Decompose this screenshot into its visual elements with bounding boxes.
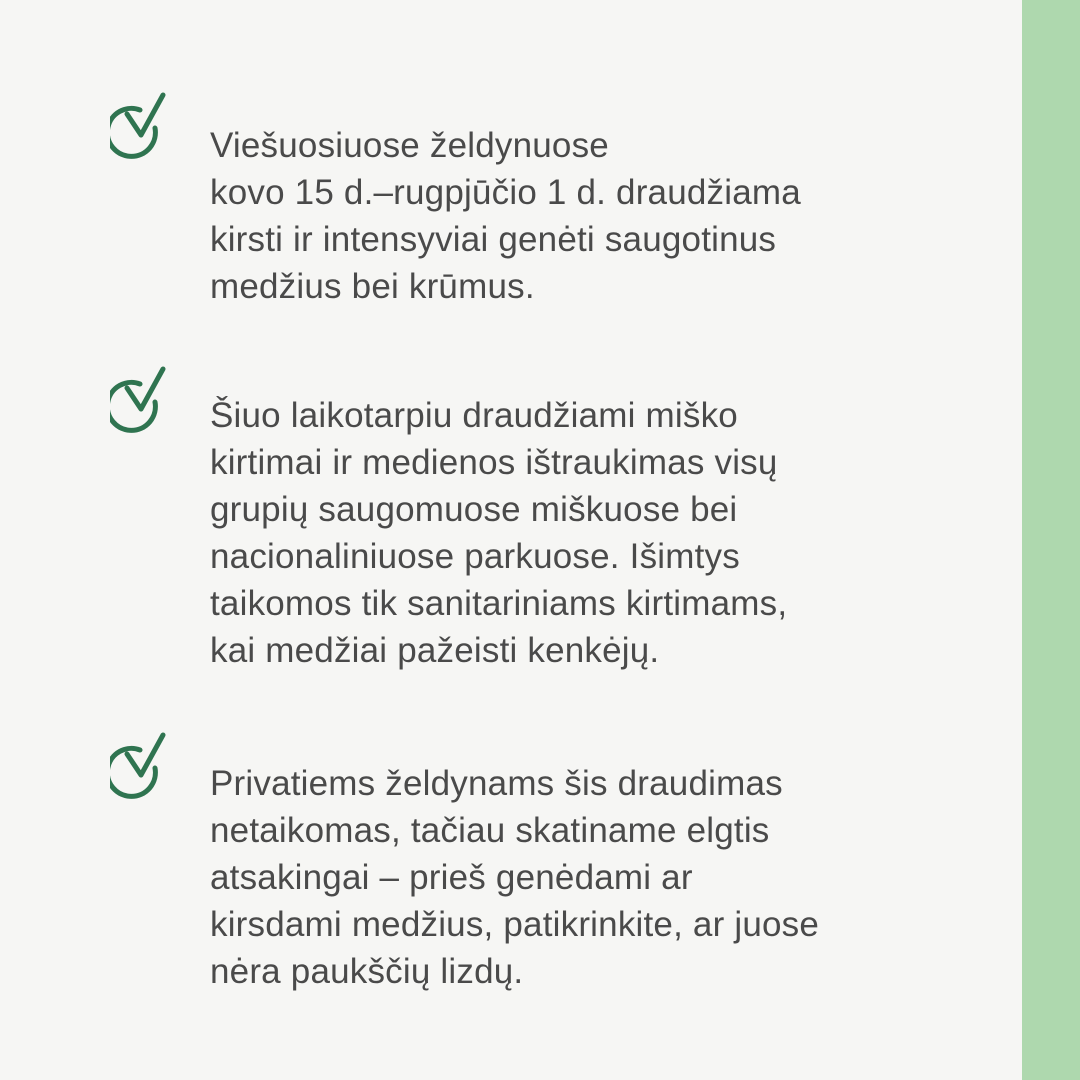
item-text: Viešuosiuose želdynuose kovo 15 d.–rugpjūčio 1 d. draudžiama kirsti ir intensyviai genėti saugotinus medžius bei krūmus.	[210, 126, 801, 306]
check-circle-icon	[110, 362, 174, 434]
check-circle-icon	[110, 88, 174, 160]
accent-strip	[1022, 0, 1080, 1080]
item-text: Šiuo laikotarpiu draudžiami miško kirtimai ir medienos ištraukimas visų grupių saugomuose miškuose bei nacionaliniuose parkuose. Išimtys taikomos tik sanitariniams kirtimams, kai medžiai pažeisti kenkėjų.	[210, 396, 788, 670]
item-text: Privatiems želdynams šis draudimas netaikomas, tačiau skatiname elgtis atsakingai – prieš genėdami ar kirsdami medžius, patikrinkite, ar juose nėra paukščių lizdų.	[210, 764, 820, 991]
check-circle-icon	[110, 728, 174, 800]
